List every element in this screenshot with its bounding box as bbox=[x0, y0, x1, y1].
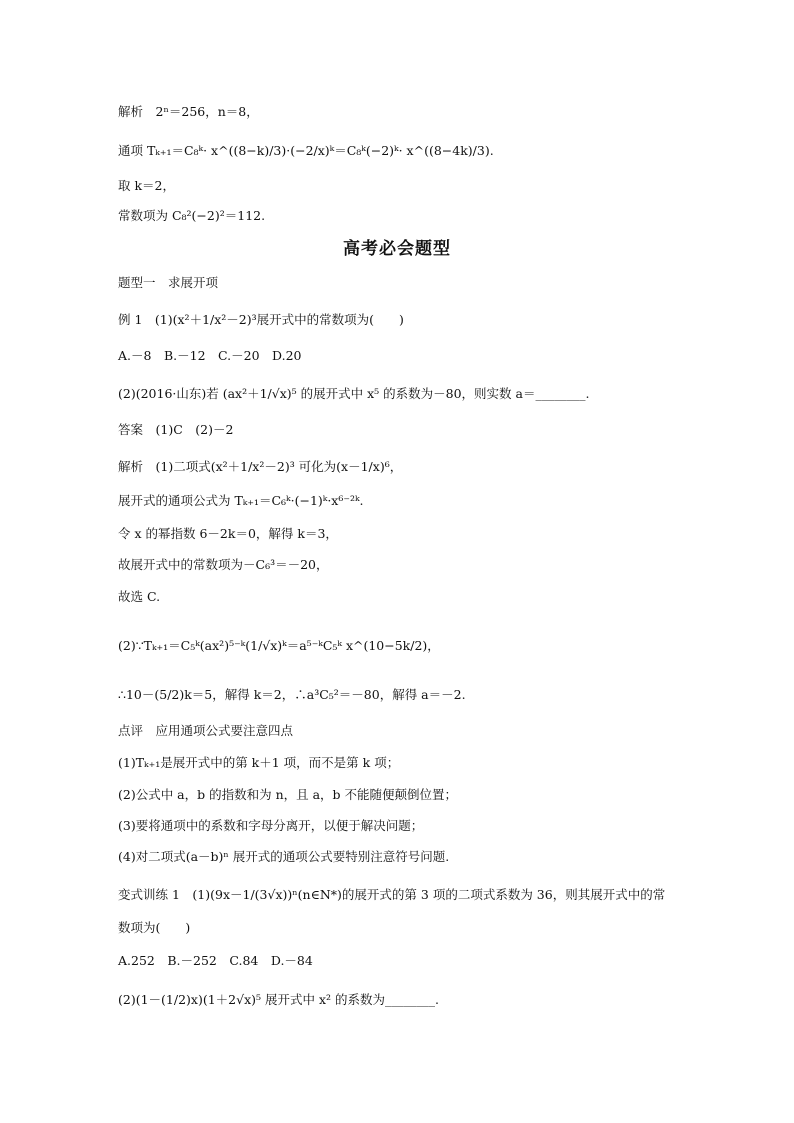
analysis-line-3: 令 x 的幂指数 6－2k＝0，解得 k＝3， bbox=[118, 526, 338, 541]
variant-training-1-question: 变式训练 1 (1)(9x－1/(3√x))ⁿ(n∈N*)的展开式的第 3 项的二项式系数为 36，则其展开式中的常 bbox=[118, 887, 666, 902]
example-1-part-2: (2)(2016·山东)若 (ax²＋1/√x)⁵ 的展开式中 x⁵ 的系数为－80，则实数 a＝________. bbox=[118, 386, 590, 401]
analysis-part-2-line-2: ∴10－(5/2)k＝5，解得 k＝2，∴a³C₅²＝－80，解得 a＝－2. bbox=[118, 687, 466, 702]
variant-training-1-continued: 数项为( ) bbox=[118, 920, 191, 935]
comment-point-1: (1)Tₖ₊₁是展开式中的第 k＋1 项，而不是第 k 项； bbox=[118, 755, 400, 770]
section-title: 高考必会题型 bbox=[343, 239, 451, 259]
example-1-question: 例 1 (1)(x²＋1/x²－2)³展开式中的常数项为( ) bbox=[118, 312, 404, 327]
comment-point-4: (4)对二项式(a－b)ⁿ 展开式的通项公式要特别注意符号问题. bbox=[118, 849, 450, 864]
example-1-options: A.－8 B.－12 C.－20 D.20 bbox=[118, 348, 302, 363]
solution-line-1: 解析 2ⁿ＝256，n＝8， bbox=[118, 104, 259, 119]
analysis-line-1: 解析 (1)二项式(x²＋1/x²－2)³ 可化为(x－1/x)⁶， bbox=[118, 459, 403, 474]
variant-training-1-part-2: (2)(1－(1/2)x)(1＋2√x)⁵ 展开式中 x² 的系数为________. bbox=[118, 992, 439, 1007]
analysis-part-2-line-1: (2)∵Tₖ₊₁＝C₅ᵏ(ax²)⁵⁻ᵏ(1/√x)ᵏ＝a⁵⁻ᵏC₅ᵏ x^(10−5k/2)， bbox=[118, 638, 440, 653]
analysis-line-5: 故选 C. bbox=[118, 589, 161, 604]
analysis-line-2: 展开式的通项公式为 Tₖ₊₁＝C₆ᵏ·(−1)ᵏ·x⁶⁻²ᵏ. bbox=[118, 493, 364, 508]
variant-training-1-options: A.252 B.－252 C.84 D.－84 bbox=[118, 953, 313, 968]
comment-point-3: (3)要将通项中的系数和字母分离开，以便于解决问题； bbox=[118, 818, 424, 833]
comment-point-2: (2)公式中 a，b 的指数和为 n，且 a，b 不能随便颠倒位置； bbox=[118, 787, 458, 802]
take-k-line: 取 k＝2， bbox=[118, 178, 176, 193]
comment-heading: 点评 应用通项公式要注意四点 bbox=[118, 723, 294, 738]
general-term-line: 通项 Tₖ₊₁＝C₈ᵏ· x^((8−k)/3)·(−2/x)ᵏ＝C₈ᵏ(−2)ᵏ· x^((8−4k)/3). bbox=[118, 143, 494, 158]
answer-line: 答案 (1)C (2)－2 bbox=[118, 422, 234, 437]
analysis-line-4: 故展开式中的常数项为－C₆³＝－20， bbox=[118, 557, 329, 572]
topic-heading: 题型一 求展开项 bbox=[118, 275, 219, 290]
constant-term-line: 常数项为 C₈²(−2)²＝112. bbox=[118, 208, 266, 223]
